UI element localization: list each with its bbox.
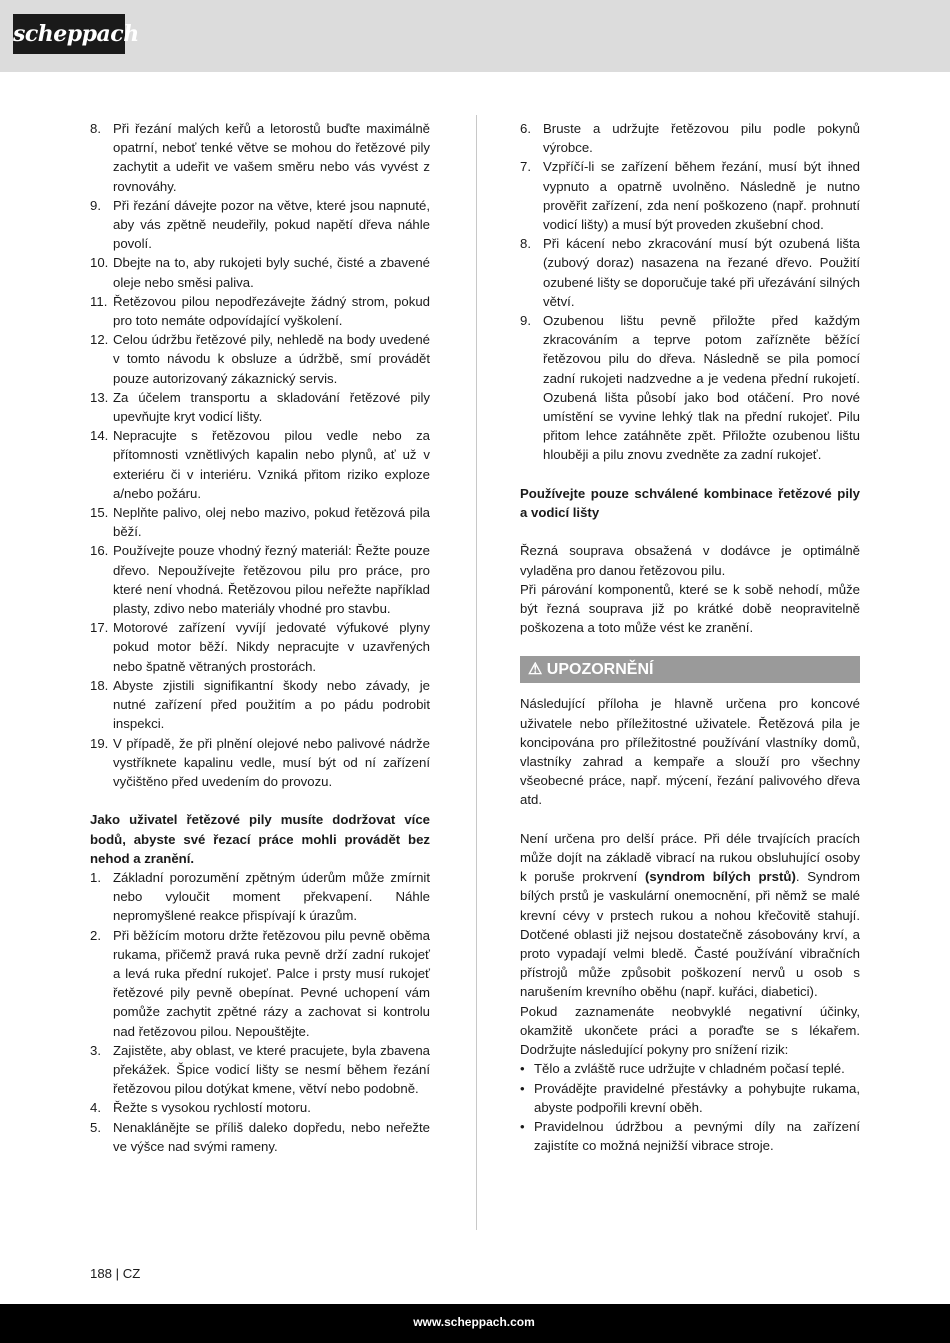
list-item-text: Neplňte palivo, olej nebo mazivo, pokud řetězová pila běží. (113, 505, 430, 540)
bullet-text: Tělo a zvláště ruce udržujte v chladném počasí teplé. (534, 1061, 845, 1077)
list-item-text: Dbejte na to, aby rukojeti byly suché, čisté a zbavené oleje nebo směsi paliva. (113, 255, 430, 290)
warning-paragraph-3: Pokud zaznamenáte neobvyklé negativní účinky, okamžitě ukončete práci a poraďte se s lékařem. Dodržujte následující pokyny pro snížení rizik: (520, 1003, 860, 1058)
list-item (90, 541, 430, 618)
list-item-text: Při kácení nebo zkracování musí být ozubená lišta (zubový doraz) nasazena na řezané dřevo. Použití ozubené lišty se doporučuje také při uřezávání silných větví. (543, 236, 860, 309)
list-item-text: Používejte pouze vhodný řezný materiál: Řežte pouze dřevo. Nepoužívejte řetězovou pilu pro práce, pro které není vhodná. Řetězovou pilou neřežte například plasty, zdivo nebo materiály vhodné pro stavbu. (113, 543, 430, 617)
list-item-number: 10. (90, 255, 109, 271)
warning-paragraph-1: Následující příloha je hlavně určena pro koncové uživatele nebo příležitostné uživatele. Řetězová pila je koncipována pro příležitostné používání vlastníky domů, vlastníky zahrad a kempaře a slouží pro všechny všeobecné práce, např. mýcení, řezání palivového dřeva atd. (520, 696, 860, 808)
warning-text-bold: (syndrom bílých prstů) (644, 869, 796, 885)
list-item-number: 2. (90, 927, 101, 943)
list-item-text: Při běžícím motoru držte řetězovou pilu pevně oběma rukama, přičemž pravá ruka pevně drží zadní rukojeť a levá ruka přední rukojeť. Palce i prsty musí rukojeť řetězové pily pevně obepínat. Pevné uchopení vám pomůže zachytit zpětné rázy a zachovat si kontrolu nad řetězovou pilou. Nepouštějte. (113, 927, 430, 1039)
list-item-text: Za účelem transportu a skladování řetězové pily upevňujte kryt vodicí lišty. (113, 389, 430, 425)
list-item (90, 196, 430, 254)
list-item-number: 8. (90, 121, 101, 136)
list-item-number: 12. (90, 332, 109, 348)
list-item-number: 6. (520, 121, 531, 136)
list-item (90, 734, 430, 792)
list-item (90, 618, 430, 676)
list-item-text: Zajistěte, aby oblast, ve které pracujete, byla zbavena překážek. Špice vodicí lišty se nesmí během řezání řetězovou pilou dotýkat kmene, větví nebo podobně. (113, 1042, 430, 1097)
list-item-text: Řetězovou pilou nepodřezávejte žádný strom, pokud pro toto nemáte odpovídající vyškolení. (113, 293, 430, 329)
list-item (520, 234, 860, 311)
safety-list-c (520, 119, 860, 465)
warning-text-post: . Syndrom bílých prstů je vaskulární onemocnění, při němž se malé krevní cévy v prstech rukou a nohou křečovitě stahují. Dotčené oblasti již nejsou dostatečně zásobovány krví, a proto vypadají velmi bledě. Časté používání vibračních přístrojů může způsobit poškození nervů u osob s narušením krevního oběhu (např. kuřáci, diabetici). (520, 869, 860, 1000)
list-item-text: Základní porozumění zpětným úderům může zmírnit nebo vyloučit moment překvapení. Náhle nepromyšlené reakce přispívají k úrazům. (113, 869, 430, 924)
warning-paragraph-2 (520, 829, 860, 1002)
list-item-text: Nepracujte s řetězovou pilou vedle nebo za přítomnosti vznětlivých kapalin nebo plynů, ať už v exteriéru či v interiéru. Vzniká přitom riziko exploze a/nebo požáru. (113, 428, 430, 501)
list-item-number: 7. (520, 159, 531, 175)
list-item (90, 1118, 430, 1156)
page-header (0, 0, 950, 72)
list-item-number: 3. (90, 1042, 101, 1058)
footer-url: www.scheppach.com (413, 1315, 535, 1329)
list-item-text: Abyste zjistili signifikantní škody nebo závady, je nutné zařízení před použitím a po pádu podrobit inspekci. (113, 677, 430, 732)
bullet-text: Provádějte pravidelné přestávky a pohybujte rukama, abyste podpořili krevní oběh. (534, 1080, 860, 1115)
combo-paragraph-1: Řezná souprava obsažená v dodávce je optimálně vyladěna pro danou řetězovou pilu. (520, 543, 860, 578)
list-item-number: 5. (90, 1119, 101, 1135)
bullet-icon: • (520, 1080, 525, 1096)
bullet-item (520, 1079, 860, 1117)
list-item-number: 17. (90, 620, 109, 636)
list-item (90, 330, 430, 388)
list-item (90, 503, 430, 541)
bullet-text: Pravidelnou údržbou a pevnými díly na zařízení zajistíte co možná nejnižší vibrace stroje. (534, 1118, 860, 1154)
list-item (520, 311, 860, 465)
list-item-number: 14. (90, 428, 109, 444)
warning-text-pre: Není určena pro delší práce. Při déle trvajících pracích může dojít na základě vibrací na rukou obsluhující osoby k poruše prokrvení (520, 830, 860, 885)
list-item (90, 292, 430, 330)
list-item (90, 253, 430, 291)
bullet-item (520, 1117, 860, 1155)
list-item (90, 388, 430, 426)
page-number: 188 | CZ (90, 1266, 141, 1281)
list-item (90, 1098, 430, 1117)
warning-banner: ⚠ UPOZORNĚNÍ (520, 656, 860, 683)
combo-paragraph-2: Při párování komponentů, které se k sobě nehodí, může být řezná souprava již po krátké době neopravitelně poškozena a toto může vést ke zranění. (520, 581, 860, 636)
page-footer (0, 1304, 950, 1343)
list-item-text: V případě, že při plnění olejové nebo palivové nádrže vystříknete kapalinu vedle, musí být od ní zařízení vyčištěno před uvedením do provozu. (113, 735, 430, 789)
list-item-number: 9. (90, 197, 101, 213)
list-item (90, 868, 430, 926)
brand-logo: scheppach (13, 14, 125, 54)
list-item-text: Motorové zařízení vyvíjí jedovaté výfukové plyny pokud motor běží. Nikdy nepracujte v uzavřených nebo špatně větraných prostorách. (113, 620, 430, 674)
bullet-icon: • (520, 1061, 525, 1077)
bullet-icon: • (520, 1118, 525, 1134)
list-item-number: 13. (90, 389, 109, 405)
list-item-number: 4. (90, 1100, 101, 1116)
list-item (90, 1041, 430, 1099)
list-item (90, 676, 430, 734)
list-item-number: 9. (520, 313, 531, 329)
safety-list-a (90, 119, 430, 791)
column-divider (476, 115, 477, 1230)
list-item-number: 18. (90, 677, 109, 693)
list-item (520, 119, 860, 157)
list-item-text: Ozubenou lištu pevně přiložte před každým zkracováním a teprve potom zařízněte běžící řetězovou pilu do dřeva. Následně se pila pomocí zadní rukojeti nadzvedne a je vedena přední rukojetí. Ozubená lišta působí jako bod otáčení. Pro nové umístění se vyvine lehký tlak na přední rukojeť. Pilu přitom lehce zatáhněte zpět. Přiložte ozubenou lištu hlouběji a pilu znovu zvedněte za zadní rukojeť. (543, 313, 860, 463)
list-item-text: Nenaklánějte se příliš daleko dopředu, nebo neřežte ve výšce nad svými rameny. (113, 1119, 430, 1154)
bullet-item (520, 1059, 860, 1078)
list-item-number: 19. (90, 735, 109, 751)
risk-reduction-list (520, 1059, 860, 1155)
list-item-text: Při řezání malých keřů a letorostů buďte maximálně opatrní, neboť tenké větve se mohou do řetězové pily zachytit a udeřit ve vašem směru nebo vás vyvést z rovnováhy. (113, 121, 430, 194)
list-item-number: 16. (90, 543, 109, 559)
list-item (90, 426, 430, 503)
list-item (520, 157, 860, 234)
list-item-number: 11. (90, 293, 108, 309)
list-item (90, 926, 430, 1041)
list-item-text: Vzpříčí-li se zařízení během řezání, musí být ihned vypnuto a opatrně uvolněno. Následně je nutno prověřit zařízení, zda není poškozeno (např. prohnutí vodicí lišty) a musí být proveden zkušební chod. (543, 159, 860, 233)
safety-list-b (90, 868, 430, 1156)
list-item-number: 1. (90, 869, 101, 885)
list-item (90, 119, 430, 196)
list-item-number: 8. (520, 236, 531, 252)
list-item-text: Celou údržbu řetězové pily, nehledě na body uvedené v tomto návodu k obsluze a údržbě, smí provádět pouze autorizovaný zákaznický servis. (113, 332, 430, 386)
section-heading-points: Jako uživatel řetězové pily musíte dodržovat více bodů, abyste své řezací práce mohli provádět bez nehod a zranění. (90, 812, 430, 866)
list-item-text: Při řezání dávejte pozor na větve, které jsou napnuté, aby vás zpětně neudeřily, pokud napětí dřeva náhle povolí. (113, 197, 430, 252)
left-column (90, 119, 430, 1156)
right-column (520, 119, 860, 1155)
list-item-number: 15. (90, 505, 109, 521)
list-item-text: Řežte s vysokou rychlostí motoru. (113, 1100, 311, 1116)
combo-heading: Používejte pouze schválené kombinace řetězové pily a vodicí lišty (520, 485, 860, 521)
list-item-text: Bruste a udržujte řetězovou pilu podle pokynů výrobce. (543, 121, 860, 156)
